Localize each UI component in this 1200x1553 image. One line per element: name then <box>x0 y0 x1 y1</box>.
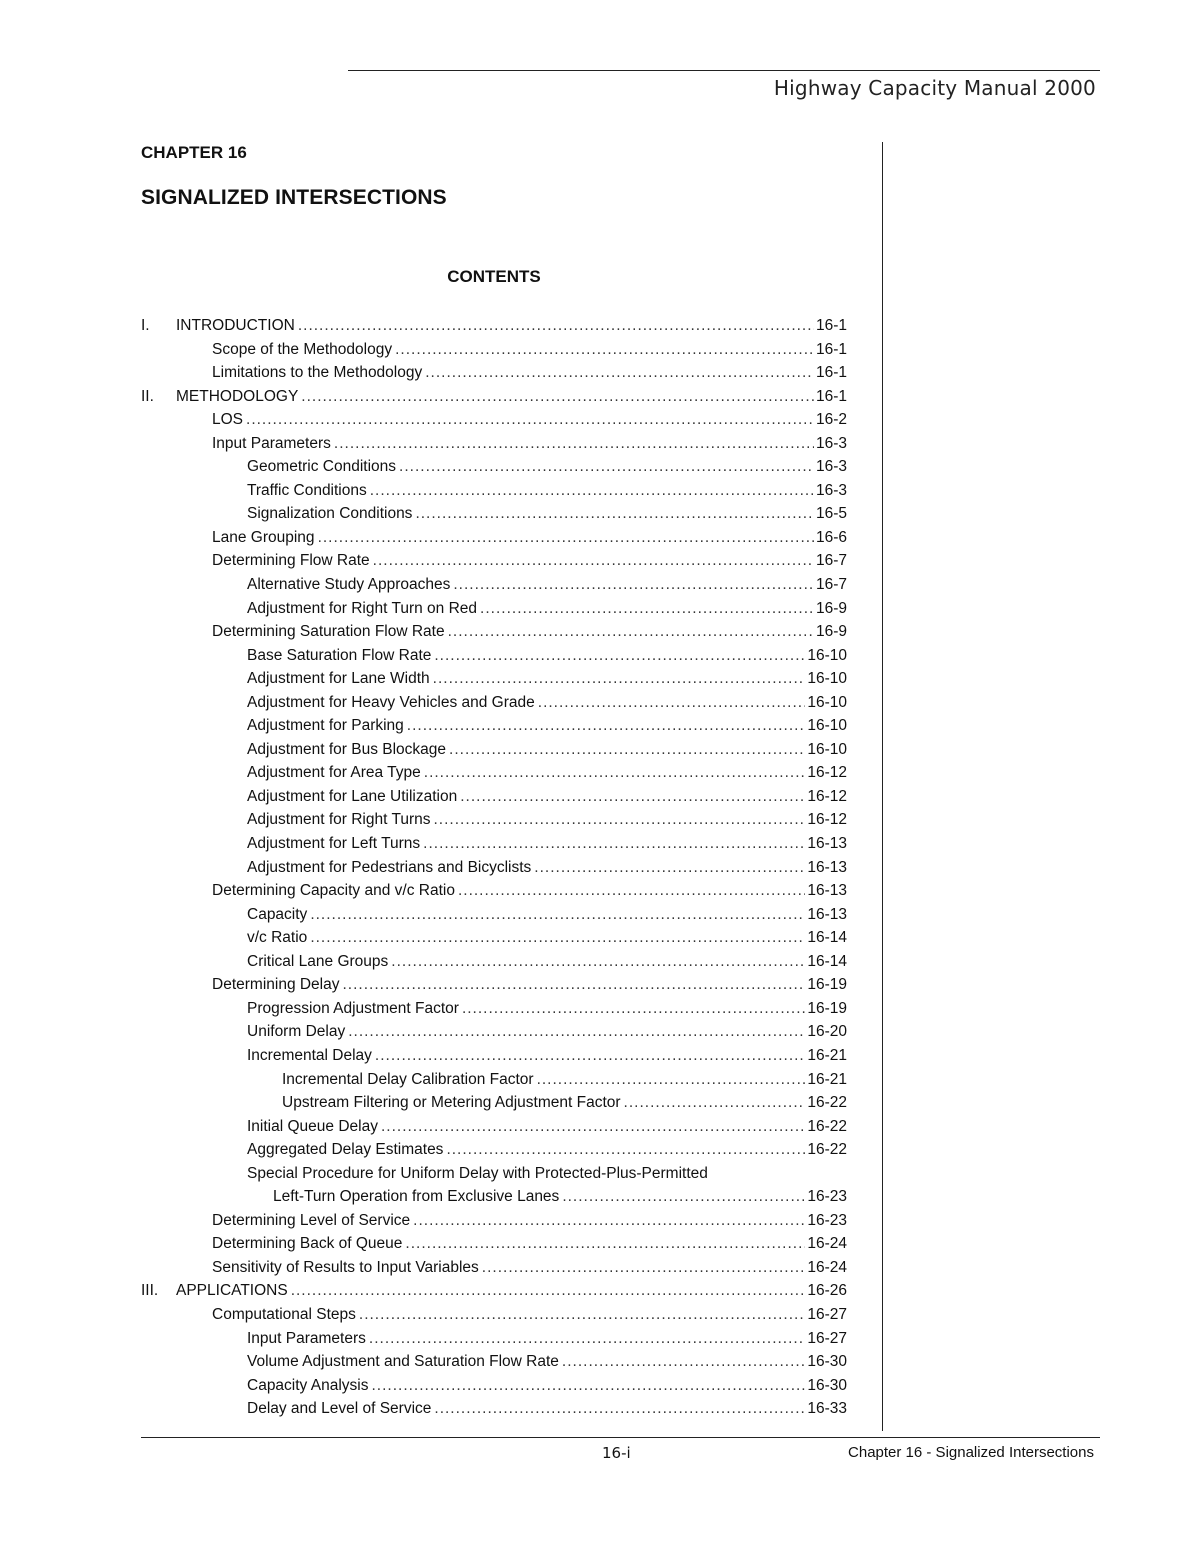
toc-entry-title: Alternative Study Approaches <box>247 576 451 594</box>
toc-entry-line <box>247 997 847 1021</box>
toc-entry-line <box>282 1091 847 1115</box>
toc-page-number: 16-21 <box>807 1070 847 1088</box>
toc-entry[interactable] <box>141 761 847 785</box>
toc-entry-title: Adjustment for Lane Utilization <box>247 787 458 805</box>
toc-entry-title: Traffic Conditions <box>247 481 367 499</box>
toc-entry[interactable] <box>141 1020 847 1044</box>
toc-entry-title: Adjustment for Right Turn on Red <box>247 599 478 617</box>
toc-entry-title: Lane Grouping <box>212 528 315 546</box>
toc-entry[interactable] <box>141 714 847 738</box>
toc-page-number: 16-14 <box>807 952 847 970</box>
toc-dot-leader <box>298 314 814 338</box>
toc-entry-title: INTRODUCTION <box>176 317 295 334</box>
toc-entry-line <box>212 432 847 456</box>
toc-entry-title: Upstream Filtering or Metering Adjustment Factor <box>282 1094 621 1112</box>
toc-page-number: 16-5 <box>815 505 847 523</box>
toc-entry[interactable] <box>141 1068 847 1092</box>
toc-entry[interactable] <box>141 1209 847 1233</box>
toc-page-number: 16-10 <box>807 646 847 664</box>
toc-entry-title: Determining Level of Service <box>212 1211 411 1229</box>
toc-dot-leader <box>407 714 806 738</box>
toc-entry[interactable] <box>141 526 847 550</box>
toc-entry-title: Initial Queue Delay <box>247 1117 378 1135</box>
toc-entry-line <box>212 526 847 550</box>
toc-dot-leader <box>399 455 814 479</box>
toc-entry-title: Incremental Delay <box>247 1046 372 1064</box>
toc-dot-leader <box>348 1020 805 1044</box>
toc-entry-title: Capacity Analysis <box>247 1376 369 1394</box>
toc-entry-line <box>247 1327 847 1351</box>
chapter-label: CHAPTER 16 <box>141 143 247 162</box>
toc-entry[interactable] <box>141 455 847 479</box>
toc-page-number: 16-14 <box>807 929 847 947</box>
toc-entry-line <box>247 1397 847 1421</box>
toc-entry-line <box>247 950 847 974</box>
toc-page-number: 16-19 <box>807 999 847 1017</box>
toc-entry[interactable] <box>141 691 847 715</box>
toc-entry-line <box>247 1115 847 1139</box>
toc-entry-line <box>247 597 847 621</box>
toc-entry[interactable] <box>141 644 847 668</box>
toc-dot-leader <box>453 573 814 597</box>
toc-dot-leader <box>434 644 805 668</box>
toc-entry-title: Computational Steps <box>212 1305 356 1323</box>
toc-dot-leader <box>371 1374 805 1398</box>
toc-entry-title: Critical Lane Groups <box>247 952 389 970</box>
toc-page-number: 16-30 <box>807 1353 847 1371</box>
toc-page-number: 16-27 <box>807 1305 847 1323</box>
toc-page-number: 16-21 <box>807 1046 847 1064</box>
header-rule <box>348 70 1100 71</box>
margin-rule <box>882 142 883 1431</box>
toc-entry-title: Progression Adjustment Factor <box>247 999 459 1017</box>
toc-dot-leader <box>434 808 806 832</box>
toc-entry-line <box>273 1185 847 1209</box>
toc-entry-title: Adjustment for Parking <box>247 717 404 735</box>
toc-entry[interactable] <box>141 950 847 974</box>
toc-entry-title: Capacity <box>247 905 308 923</box>
toc-entry[interactable] <box>141 597 847 621</box>
chapter-title: SIGNALIZED INTERSECTIONS <box>141 186 447 209</box>
toc-dot-leader <box>423 832 805 856</box>
toc-page-number: 16-2 <box>815 411 847 429</box>
toc-page-number: 16-10 <box>807 693 847 711</box>
toc-entry[interactable] <box>141 432 847 456</box>
toc-entry[interactable] <box>141 502 847 526</box>
toc-entry-title: Base Saturation Flow Rate <box>247 646 432 664</box>
toc-page-number: 16-1 <box>815 364 847 382</box>
toc-entry[interactable] <box>141 973 847 997</box>
toc-dot-leader <box>434 1397 805 1421</box>
toc-entry-title: Volume Adjustment and Saturation Flow Rate <box>247 1353 559 1371</box>
toc-page-number: 16-3 <box>815 434 847 452</box>
toc-page-number: 16-13 <box>807 858 847 876</box>
toc-entry-line <box>212 338 847 362</box>
toc-entry-line <box>247 1374 847 1398</box>
toc-dot-leader <box>415 502 814 526</box>
toc-page-number: 16-1 <box>815 387 847 405</box>
toc-entry-line <box>247 714 847 738</box>
toc-entry-title: METHODOLOGY <box>176 387 299 405</box>
toc-page-number: 16-13 <box>807 905 847 923</box>
toc-entry[interactable] <box>141 361 847 385</box>
toc-entry-line <box>212 549 847 573</box>
toc-dot-leader <box>562 1185 805 1209</box>
toc-entry-line <box>247 667 847 691</box>
toc-dot-leader <box>359 1303 805 1327</box>
toc-entry-title: Uniform Delay <box>247 1023 346 1041</box>
footer-chapter-reference: Chapter 16 - Signalized Intersections <box>848 1444 1094 1461</box>
toc-entry[interactable] <box>141 479 847 503</box>
toc-entry-title: Determining Capacity and v/c Ratio <box>212 882 455 900</box>
toc-entry[interactable] <box>141 338 847 362</box>
toc-entry[interactable] <box>141 1350 847 1374</box>
toc-page-number: 16-13 <box>807 835 847 853</box>
toc-entry[interactable] <box>141 879 847 903</box>
toc-dot-leader <box>391 950 805 974</box>
toc-page-number: 16-10 <box>807 717 847 735</box>
toc-entry-title: Delay and Level of Service <box>247 1400 432 1418</box>
toc-section-number: III. <box>141 1282 159 1300</box>
toc-entry-line <box>176 1279 847 1303</box>
toc-entry[interactable] <box>141 1327 847 1351</box>
toc-entry-title: Adjustment for Heavy Vehicles and Grade <box>247 693 535 711</box>
toc-entry-title: Input Parameters <box>212 434 331 452</box>
toc-entry-title: Special Procedure for Uniform Delay with Protected-Plus-Permitted <box>247 1164 708 1182</box>
footer-rule <box>141 1437 1100 1438</box>
toc-dot-leader <box>433 667 806 691</box>
table-of-contents <box>141 314 847 1421</box>
toc-page-number: 16-9 <box>815 623 847 641</box>
toc-entry-title: Adjustment for Bus Blockage <box>247 740 447 758</box>
toc-dot-leader <box>482 1256 806 1280</box>
toc-entry-line <box>247 761 847 785</box>
toc-entry[interactable] <box>141 1256 847 1280</box>
toc-page-number: 16-1 <box>815 340 847 358</box>
toc-entry[interactable] <box>141 738 847 762</box>
toc-entry-line <box>247 903 847 927</box>
toc-dot-leader <box>537 1068 806 1092</box>
toc-dot-leader <box>301 385 814 409</box>
toc-entry-title: Sensitivity of Results to Input Variables <box>212 1258 479 1276</box>
toc-dot-leader <box>534 856 805 880</box>
toc-entry[interactable] <box>141 620 847 644</box>
toc-entry-line <box>247 1020 847 1044</box>
toc-dot-leader <box>343 973 806 997</box>
toc-dot-leader <box>624 1091 806 1115</box>
toc-page-number: 16-20 <box>807 1023 847 1041</box>
toc-entry-title: Adjustment for Area Type <box>247 764 421 782</box>
toc-dot-leader <box>460 785 805 809</box>
toc-entry-line <box>247 738 847 762</box>
toc-dot-leader <box>424 761 806 785</box>
toc-dot-leader <box>381 1115 805 1139</box>
toc-dot-leader <box>373 549 814 573</box>
toc-page-number: 16-23 <box>807 1211 847 1229</box>
toc-entry-title: Left-Turn Operation from Exclusive Lanes <box>273 1188 560 1206</box>
toc-entry[interactable] <box>141 314 847 338</box>
toc-entry-title: Geometric Conditions <box>247 458 397 476</box>
toc-dot-leader <box>318 526 814 550</box>
toc-page-number: 16-12 <box>807 787 847 805</box>
toc-entry-line <box>212 1209 847 1233</box>
toc-entry-title: LOS <box>212 411 244 429</box>
toc-entry-line <box>247 479 847 503</box>
toc-page-number: 16-13 <box>807 882 847 900</box>
toc-dot-leader <box>448 620 814 644</box>
toc-dot-leader <box>310 903 805 927</box>
toc-entry[interactable] <box>141 856 847 880</box>
toc-dot-leader <box>405 1232 805 1256</box>
toc-entry-title: Aggregated Delay Estimates <box>247 1141 444 1159</box>
toc-entry-line <box>247 808 847 832</box>
toc-page-number: 16-27 <box>807 1329 847 1347</box>
toc-page-number: 16-1 <box>815 317 847 334</box>
toc-entry-title: v/c Ratio <box>247 929 308 947</box>
toc-entry-line <box>247 856 847 880</box>
toc-section-number: II. <box>141 387 154 405</box>
toc-dot-leader <box>413 1209 805 1233</box>
toc-entry-line <box>176 314 847 338</box>
toc-entry-line <box>247 644 847 668</box>
toc-page-number: 16-19 <box>807 976 847 994</box>
toc-entry[interactable] <box>141 808 847 832</box>
toc-page-number: 16-7 <box>815 552 847 570</box>
toc-entry-line <box>212 973 847 997</box>
contents-heading: CONTENTS <box>447 267 541 286</box>
toc-entry[interactable] <box>141 1115 847 1139</box>
toc-page-number: 16-10 <box>807 670 847 688</box>
toc-entry[interactable] <box>141 385 847 409</box>
toc-dot-leader <box>458 879 805 903</box>
toc-entry-title: Determining Flow Rate <box>212 552 370 570</box>
toc-entry-line <box>212 1232 847 1256</box>
toc-entry-line <box>247 502 847 526</box>
toc-page-number: 16-22 <box>807 1141 847 1159</box>
toc-entry[interactable] <box>141 1091 847 1115</box>
toc-entry[interactable] <box>141 997 847 1021</box>
toc-entry[interactable] <box>141 549 847 573</box>
toc-entry[interactable] <box>141 785 847 809</box>
toc-entry[interactable] <box>141 926 847 950</box>
toc-page-number: 16-3 <box>815 458 847 476</box>
toc-entry-title: Adjustment for Pedestrians and Bicyclists <box>247 858 532 876</box>
toc-dot-leader <box>370 479 814 503</box>
toc-page-number: 16-7 <box>815 576 847 594</box>
toc-entry-title: Adjustment for Lane Width <box>247 670 430 688</box>
toc-page-number: 16-12 <box>807 764 847 782</box>
toc-entry[interactable] <box>141 1303 847 1327</box>
toc-entry-line <box>212 1256 847 1280</box>
toc-entry-title: Adjustment for Right Turns <box>247 811 431 829</box>
toc-dot-leader <box>291 1279 806 1303</box>
toc-entry[interactable] <box>141 573 847 597</box>
toc-page-number: 16-23 <box>807 1188 847 1206</box>
toc-entry-title: Determining Saturation Flow Rate <box>212 623 445 641</box>
toc-page-number: 16-9 <box>815 599 847 617</box>
toc-entry-line <box>212 361 847 385</box>
toc-dot-leader <box>369 1327 805 1351</box>
toc-entry[interactable] <box>141 1374 847 1398</box>
toc-entry-title: Input Parameters <box>247 1329 366 1347</box>
toc-entry[interactable] <box>141 1232 847 1256</box>
toc-dot-leader <box>462 997 805 1021</box>
toc-entry-line <box>247 832 847 856</box>
toc-page-number: 16-12 <box>807 811 847 829</box>
toc-entry-line <box>212 408 847 432</box>
toc-dot-leader <box>446 1138 805 1162</box>
toc-dot-leader <box>480 597 814 621</box>
toc-entry-line <box>247 573 847 597</box>
toc-dot-leader <box>562 1350 805 1374</box>
toc-entry-title: Incremental Delay Calibration Factor <box>282 1070 534 1088</box>
toc-page-number: 16-6 <box>815 528 847 546</box>
toc-entry-line <box>247 1044 847 1068</box>
toc-entry[interactable] <box>141 408 847 432</box>
toc-page-number: 16-22 <box>807 1117 847 1135</box>
toc-page-number: 16-22 <box>807 1094 847 1112</box>
toc-page-number: 16-26 <box>807 1282 847 1300</box>
toc-entry-title: Signalization Conditions <box>247 505 413 523</box>
toc-entry[interactable] <box>141 1279 847 1303</box>
toc-entry-line <box>282 1068 847 1092</box>
toc-entry[interactable] <box>141 903 847 927</box>
running-title: Highway Capacity Manual 2000 <box>773 76 1096 100</box>
toc-entry[interactable] <box>141 667 847 691</box>
toc-entry-title: Limitations to the Methodology <box>212 364 423 382</box>
toc-dot-leader <box>310 926 805 950</box>
toc-entry-line <box>247 1350 847 1374</box>
toc-page-number: 16-33 <box>807 1400 847 1418</box>
toc-entry-line <box>247 785 847 809</box>
toc-page-number: 16-24 <box>807 1258 847 1276</box>
toc-entry-line <box>212 1303 847 1327</box>
toc-entry-line <box>247 455 847 479</box>
toc-entry-title: Determining Back of Queue <box>212 1235 403 1253</box>
toc-entry-line <box>247 691 847 715</box>
toc-entry[interactable] <box>141 1044 847 1068</box>
toc-entry-line <box>247 1138 847 1162</box>
toc-entry-title: Scope of the Methodology <box>212 340 393 358</box>
toc-entry[interactable] <box>141 832 847 856</box>
toc-entry-line <box>247 926 847 950</box>
toc-entry-line <box>212 879 847 903</box>
toc-dot-leader <box>375 1044 805 1068</box>
toc-dot-leader <box>395 338 814 362</box>
toc-dot-leader <box>538 691 806 715</box>
footer-page-number: 16-i <box>602 1444 631 1462</box>
toc-entry-title: Adjustment for Left Turns <box>247 835 421 853</box>
toc-entry[interactable] <box>141 1162 847 1186</box>
toc-entry-title: APPLICATIONS <box>176 1282 288 1300</box>
toc-page-number: 16-10 <box>807 740 847 758</box>
toc-dot-leader <box>334 432 814 456</box>
toc-entry-title: Determining Delay <box>212 976 340 994</box>
toc-entry-line <box>212 620 847 644</box>
toc-section-number: I. <box>141 317 150 334</box>
toc-page-number: 16-24 <box>807 1235 847 1253</box>
toc-entry[interactable] <box>141 1185 847 1209</box>
toc-entry[interactable] <box>141 1138 847 1162</box>
toc-entry[interactable] <box>141 1397 847 1421</box>
toc-page-number: 16-3 <box>815 481 847 499</box>
toc-dot-leader <box>246 408 814 432</box>
toc-entry-line <box>176 385 847 409</box>
toc-dot-leader <box>425 361 814 385</box>
toc-dot-leader <box>449 738 805 762</box>
toc-page-number: 16-30 <box>807 1376 847 1394</box>
